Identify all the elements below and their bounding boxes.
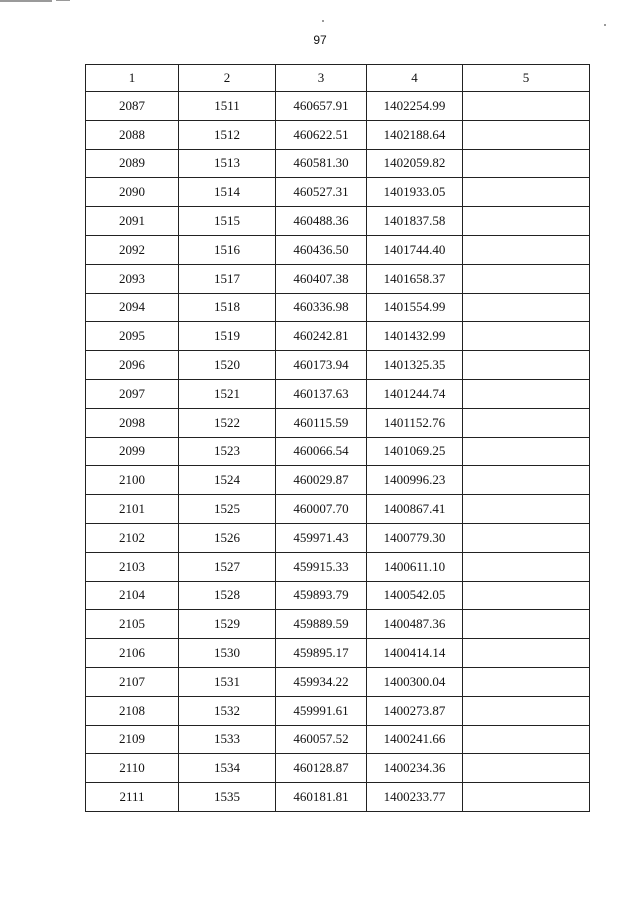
table-cell: 2101 — [86, 495, 179, 524]
table-cell — [463, 293, 590, 322]
table-cell: 460007.70 — [276, 495, 367, 524]
table-cell — [463, 754, 590, 783]
table-cell — [463, 610, 590, 639]
table-cell: 459895.17 — [276, 639, 367, 668]
table-row — [86, 264, 590, 293]
table-cell: 1529 — [179, 610, 276, 639]
table-cell — [463, 379, 590, 408]
table-cell — [463, 523, 590, 552]
table-cell: 1521 — [179, 379, 276, 408]
table-cell: 459889.59 — [276, 610, 367, 639]
table-row — [86, 581, 590, 610]
table-row — [86, 379, 590, 408]
table-row — [86, 178, 590, 207]
table-cell: 2089 — [86, 149, 179, 178]
table-cell: 1535 — [179, 783, 276, 812]
table-cell: 1518 — [179, 293, 276, 322]
table-row — [86, 408, 590, 437]
coordinates-table — [85, 64, 590, 812]
table-cell — [463, 639, 590, 668]
table-cell: 1401069.25 — [367, 437, 463, 466]
table-cell — [463, 207, 590, 236]
scan-artifact-top-left-2 — [56, 0, 70, 1]
table-cell: 2095 — [86, 322, 179, 351]
table-row — [86, 466, 590, 495]
table-row — [86, 725, 590, 754]
table-row — [86, 495, 590, 524]
table-cell: 1401744.40 — [367, 235, 463, 264]
table-cell: 1401244.74 — [367, 379, 463, 408]
table-row — [86, 437, 590, 466]
table-cell: 460488.36 — [276, 207, 367, 236]
table-cell: 2088 — [86, 120, 179, 149]
table-cell: 2092 — [86, 235, 179, 264]
table-cell: 1514 — [179, 178, 276, 207]
table-cell: 1401837.58 — [367, 207, 463, 236]
table-cell: 459971.43 — [276, 523, 367, 552]
table-cell — [463, 408, 590, 437]
table-cell: 1401933.05 — [367, 178, 463, 207]
table-cell: 1512 — [179, 120, 276, 149]
table-cell: 460173.94 — [276, 351, 367, 380]
table-cell: 2102 — [86, 523, 179, 552]
table-cell: 460057.52 — [276, 725, 367, 754]
table-cell: 2091 — [86, 207, 179, 236]
table-cell: 1400241.66 — [367, 725, 463, 754]
table-row — [86, 351, 590, 380]
table-cell: 1516 — [179, 235, 276, 264]
page-number: 97 — [313, 33, 327, 47]
table-cell — [463, 264, 590, 293]
table-cell: 1400779.30 — [367, 523, 463, 552]
table-cell: 1524 — [179, 466, 276, 495]
table-cell — [463, 552, 590, 581]
table-cell: 2093 — [86, 264, 179, 293]
column-header: 2 — [179, 65, 276, 92]
table-row — [86, 552, 590, 581]
table-cell: 1400611.10 — [367, 552, 463, 581]
table-cell: 2098 — [86, 408, 179, 437]
table-cell: 1528 — [179, 581, 276, 610]
table-cell — [463, 235, 590, 264]
table-row — [86, 610, 590, 639]
table-cell: 2090 — [86, 178, 179, 207]
table-cell: 1401432.99 — [367, 322, 463, 351]
table-row — [86, 696, 590, 725]
table-cell: 460029.87 — [276, 466, 367, 495]
table-cell: 1530 — [179, 639, 276, 668]
table-cell: 459934.22 — [276, 667, 367, 696]
table-row — [86, 92, 590, 121]
table-cell: 1402188.64 — [367, 120, 463, 149]
table-cell: 2104 — [86, 581, 179, 610]
table-cell: 459893.79 — [276, 581, 367, 610]
column-header: 3 — [276, 65, 367, 92]
scan-artifact-dot — [322, 20, 324, 22]
table-cell: 460436.50 — [276, 235, 367, 264]
table-row — [86, 207, 590, 236]
table-cell: 460527.31 — [276, 178, 367, 207]
table-cell: 2094 — [86, 293, 179, 322]
table-cell: 1513 — [179, 149, 276, 178]
table-cell: 1400234.36 — [367, 754, 463, 783]
table-cell: 2100 — [86, 466, 179, 495]
table-cell: 1525 — [179, 495, 276, 524]
table-cell: 460066.54 — [276, 437, 367, 466]
table-cell: 460407.38 — [276, 264, 367, 293]
table-cell — [463, 149, 590, 178]
table-cell: 1400542.05 — [367, 581, 463, 610]
table-cell: 460657.91 — [276, 92, 367, 121]
table-row — [86, 322, 590, 351]
table-cell — [463, 783, 590, 812]
table-cell: 1402059.82 — [367, 149, 463, 178]
table-cell — [463, 120, 590, 149]
table-cell: 1400867.41 — [367, 495, 463, 524]
table-cell — [463, 696, 590, 725]
table-row — [86, 120, 590, 149]
table-row — [86, 639, 590, 668]
table-cell: 460242.81 — [276, 322, 367, 351]
table-cell: 1400233.77 — [367, 783, 463, 812]
column-header: 4 — [367, 65, 463, 92]
table-cell — [463, 92, 590, 121]
table-row — [86, 754, 590, 783]
table-cell: 1522 — [179, 408, 276, 437]
table-cell: 1531 — [179, 667, 276, 696]
table-cell: 1523 — [179, 437, 276, 466]
table-body — [86, 92, 590, 812]
table-cell — [463, 466, 590, 495]
table-cell: 1527 — [179, 552, 276, 581]
table-cell: 2087 — [86, 92, 179, 121]
table-row — [86, 783, 590, 812]
table-cell — [463, 495, 590, 524]
table-cell — [463, 581, 590, 610]
table-cell: 1400300.04 — [367, 667, 463, 696]
table-cell: 1532 — [179, 696, 276, 725]
table-cell: 1401152.76 — [367, 408, 463, 437]
table-cell: 1400273.87 — [367, 696, 463, 725]
table-cell: 1511 — [179, 92, 276, 121]
table-cell — [463, 667, 590, 696]
table-cell: 2110 — [86, 754, 179, 783]
table-cell — [463, 725, 590, 754]
table-cell: 2105 — [86, 610, 179, 639]
table-cell: 1515 — [179, 207, 276, 236]
table-cell: 1401554.99 — [367, 293, 463, 322]
table-cell: 1517 — [179, 264, 276, 293]
table-cell: 2109 — [86, 725, 179, 754]
table-cell: 1534 — [179, 754, 276, 783]
table-header-row — [86, 65, 590, 92]
table-cell: 459915.33 — [276, 552, 367, 581]
table-cell: 2108 — [86, 696, 179, 725]
table-cell: 2111 — [86, 783, 179, 812]
table-cell: 1520 — [179, 351, 276, 380]
table-cell: 1519 — [179, 322, 276, 351]
table-row — [86, 235, 590, 264]
table-cell: 1526 — [179, 523, 276, 552]
table-cell: 1400414.14 — [367, 639, 463, 668]
column-header: 5 — [463, 65, 590, 92]
table-cell: 2097 — [86, 379, 179, 408]
table-cell: 2099 — [86, 437, 179, 466]
table-row — [86, 149, 590, 178]
table-cell: 1401325.35 — [367, 351, 463, 380]
table-cell: 460581.30 — [276, 149, 367, 178]
table-cell: 460128.87 — [276, 754, 367, 783]
table-cell: 460115.59 — [276, 408, 367, 437]
table-cell: 1533 — [179, 725, 276, 754]
table-row — [86, 293, 590, 322]
scan-artifact-dot-right — [604, 24, 606, 26]
column-header: 1 — [86, 65, 179, 92]
table-cell: 1402254.99 — [367, 92, 463, 121]
table-cell: 2107 — [86, 667, 179, 696]
table-cell: 460181.81 — [276, 783, 367, 812]
table-cell: 2106 — [86, 639, 179, 668]
table-cell — [463, 351, 590, 380]
table-cell — [463, 437, 590, 466]
table-cell: 1400996.23 — [367, 466, 463, 495]
table-cell: 2103 — [86, 552, 179, 581]
table-cell — [463, 178, 590, 207]
scan-artifact-top-left — [0, 0, 52, 2]
table-cell: 460622.51 — [276, 120, 367, 149]
table-cell: 460336.98 — [276, 293, 367, 322]
table-cell: 2096 — [86, 351, 179, 380]
table-row — [86, 523, 590, 552]
table-row — [86, 667, 590, 696]
table-cell: 460137.63 — [276, 379, 367, 408]
table-cell: 1400487.36 — [367, 610, 463, 639]
table-cell: 1401658.37 — [367, 264, 463, 293]
table-cell — [463, 322, 590, 351]
table-cell: 459991.61 — [276, 696, 367, 725]
